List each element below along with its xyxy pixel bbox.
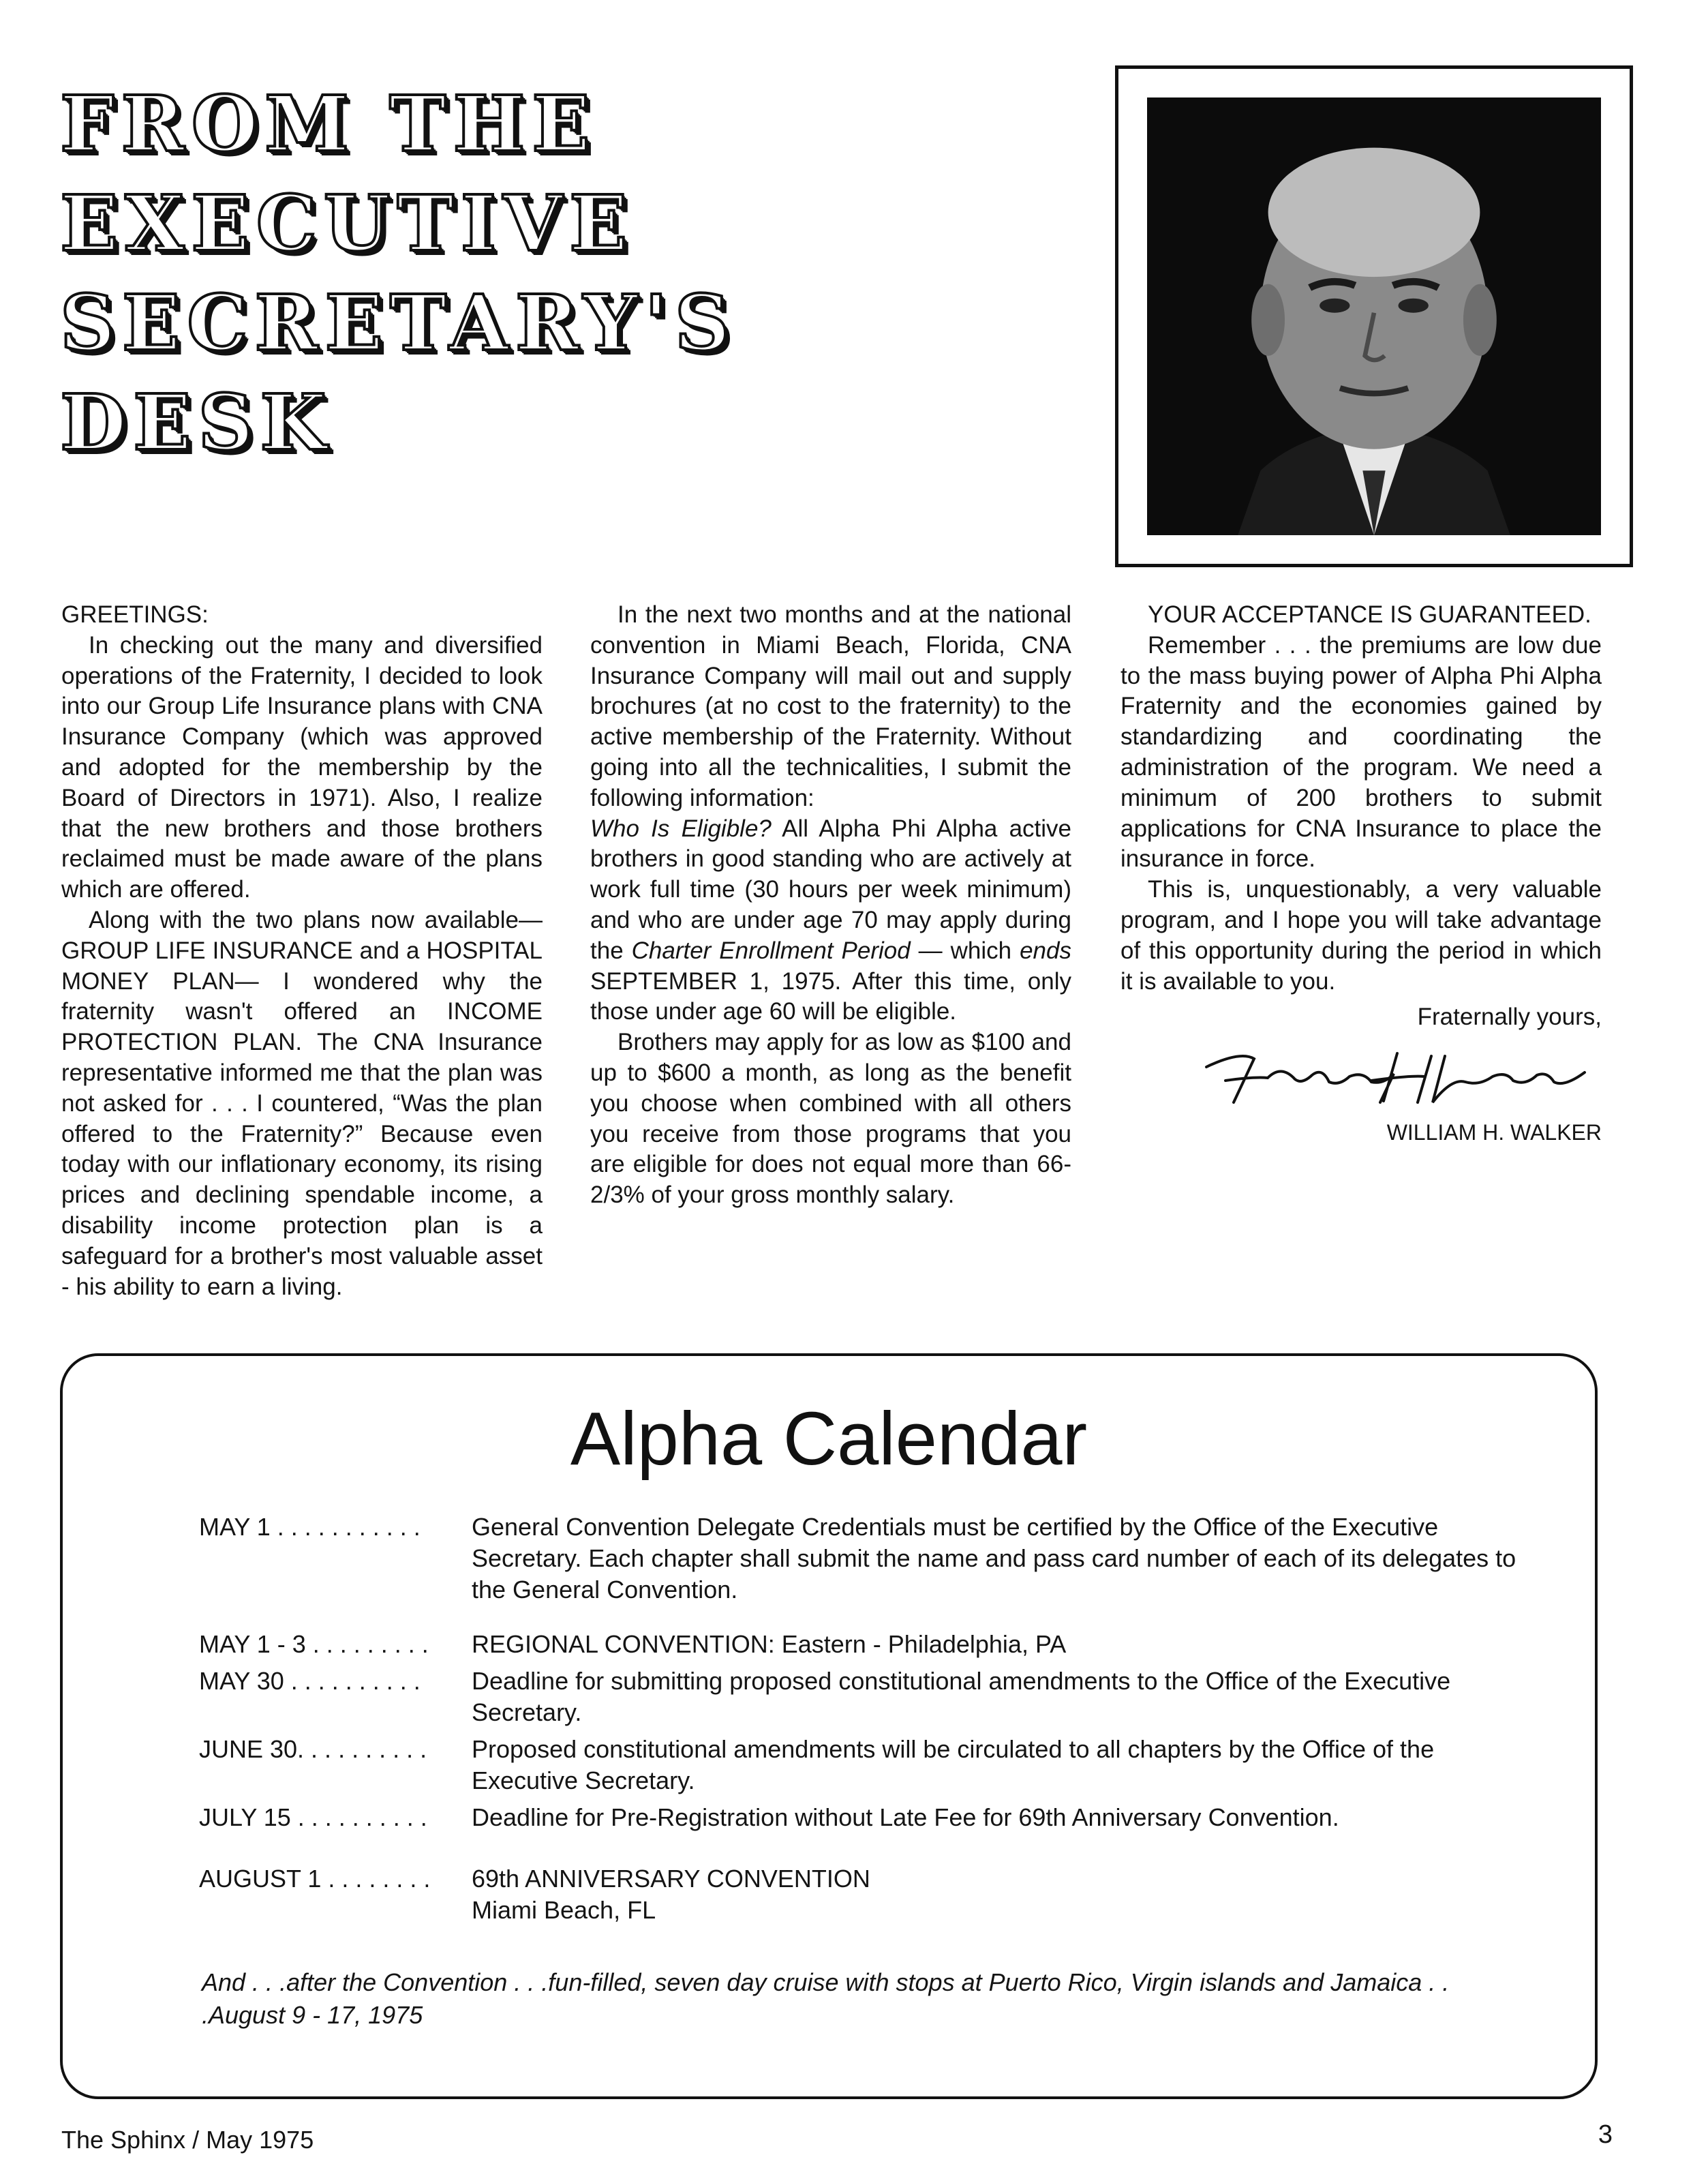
event-date: JULY 15 . . . . . . . . . . — [199, 1803, 427, 1831]
event-description: REGIONAL CONVENTION: Eastern - Philadelphia, PA — [472, 1630, 1067, 1658]
title-line-4: DESK — [60, 378, 333, 468]
page-number: 3 — [1598, 2120, 1613, 2149]
enrollment-period: Charter Enrollment Period — [631, 937, 911, 964]
event-description: Deadline for Pre-Registration without Late Fee for 69th Anniversary Convention. — [472, 1803, 1339, 1831]
portrait-image — [1147, 97, 1601, 535]
handwritten-signature — [1193, 1037, 1602, 1108]
paragraph-7: Remember . . . the premiums are low due to the mass buying power of Alpha Phi Alpha Fraternity and the economies gained by standardizing and coordinating the administration of the program. We need a minimum of 200 brothers to submit applications for CNA Insurance to place the insurance in force. — [1120, 631, 1602, 873]
paragraph-6: YOUR ACCEPTANCE IS GUARANTEED. — [1148, 601, 1591, 628]
ends-word: ends — [1020, 937, 1071, 964]
title-line-2: EXECUTIVE — [60, 179, 635, 269]
paragraph-5: Brothers may apply for as low as $100 and up to $600 a month, as long as the benefit you choose when combined with all others you receive from those programs that you are eligible for does not equal more than 66-2/3% of your gross monthly salary. — [590, 1029, 1071, 1209]
event-location: Miami Beach, FL — [472, 1896, 656, 1924]
calendar-event-list — [199, 1511, 1535, 1926]
event-description — [472, 1863, 1535, 1926]
paragraph-8: This is, unquestionably, a very valuable program, and I hope you will take advantage of this opportunity during the period in which it is available to you. — [1120, 876, 1602, 995]
article-column-2 — [590, 600, 1071, 1211]
eligibility-text-b: — which — [910, 937, 1020, 964]
paragraph-4 — [590, 814, 1071, 1028]
greeting: GREETINGS: — [61, 601, 209, 628]
calendar-event — [199, 1863, 1535, 1926]
calendar-event — [199, 1666, 1535, 1728]
publication-footer: The Sphinx / May 1975 — [61, 2126, 314, 2154]
article-column-3 — [1120, 600, 1602, 1148]
portrait-frame — [1115, 65, 1633, 567]
eligibility-text-a: All Alpha Phi Alpha active brothers in good standing who are actively at work full time (30 hours per week minimum) and who are under age 70 may apply during the — [590, 815, 1071, 964]
event-date: MAY 1 . . . . . . . . . . . — [199, 1513, 421, 1541]
alpha-calendar — [60, 1353, 1598, 2099]
calendar-title: Alpha Calendar — [570, 1397, 1088, 1481]
title-line-3: SECRETARY'S — [60, 279, 737, 368]
signer-name: WILLIAM H. WALKER — [1386, 1120, 1602, 1145]
eligibility-text-c: SEPTEMBER 1, 1975. After this time, only those under age 60 will be eligible. — [590, 967, 1071, 1025]
closing: Fraternally yours, — [1417, 1004, 1602, 1031]
event-title: 69th ANNIVERSARY CONVENTION — [472, 1865, 870, 1893]
calendar-event — [199, 1511, 1535, 1606]
event-description: Proposed constitutional amendments will be circulated to all chapters by the Office of the Executive Secretary. — [472, 1735, 1435, 1794]
paragraph-3: In the next two months and at the national convention in Miami Beach, Florida, CNA Insurance Company will mail out and supply brochures (at no cost to the fraternity) to the active membership of the Fraternity. Without going into all the technicalities, I submit the following information: — [590, 601, 1071, 811]
title-line-1: FROM THE — [60, 80, 597, 169]
article-column-1 — [61, 600, 543, 1302]
eligibility-label: Who Is Eligible? — [590, 815, 772, 842]
event-date: JUNE 30. . . . . . . . . . — [199, 1735, 427, 1763]
calendar-event — [199, 1802, 1535, 1833]
event-description: Deadline for submitting proposed constitutional amendments to the Office of the Executive Secretary. — [472, 1667, 1451, 1726]
calendar-event — [199, 1629, 1535, 1660]
event-date: AUGUST 1 . . . . . . . . — [199, 1865, 431, 1893]
portrait-photo — [1147, 97, 1601, 535]
paragraph-1: In checking out the many and diversified operations of the Fraternity, I decided to look into our Group Life Insurance plans with CNA Insurance Company (which was approved and adopted for the membership by the Board of Directors in 1971). Also, I realize that the new brothers and those brothers reclaimed must be made aware of the plans which are offered. — [61, 631, 543, 903]
signature — [1120, 1037, 1602, 1108]
paragraph-2: Along with the two plans now available—GROUP LIFE INSURANCE and a HOSPITAL MONEY PLAN— I wondered why the fraternity wasn't offered an INCOME PROTECTION PLAN. The CNA Insurance representative informed me that the plan was not asked for . . . I countered, “Was the plan offered to the Fraternity?” Because even today with our inflationary economy, its rising prices and declining spendable income, a disability income protection plan is a safeguard for a brother's most valuable asset - his ability to earn a living. — [61, 906, 543, 1300]
calendar-event — [199, 1734, 1535, 1796]
event-description: General Convention Delegate Credentials must be certified by the Office of the Executive Secretary. Each chapter shall submit the name and pass card number of each of its delegates to the General Convention. — [472, 1513, 1516, 1604]
page-title — [60, 75, 1082, 473]
event-date: MAY 1 - 3 . . . . . . . . . — [199, 1630, 429, 1658]
event-date: MAY 30 . . . . . . . . . . — [199, 1667, 421, 1695]
cruise-note: And . . .after the Convention . . .fun-filled, seven day cruise with stops at Puerto Rico, Virgin islands and Jamaica . . .August 9 - 17, 1975 — [202, 1968, 1450, 2029]
